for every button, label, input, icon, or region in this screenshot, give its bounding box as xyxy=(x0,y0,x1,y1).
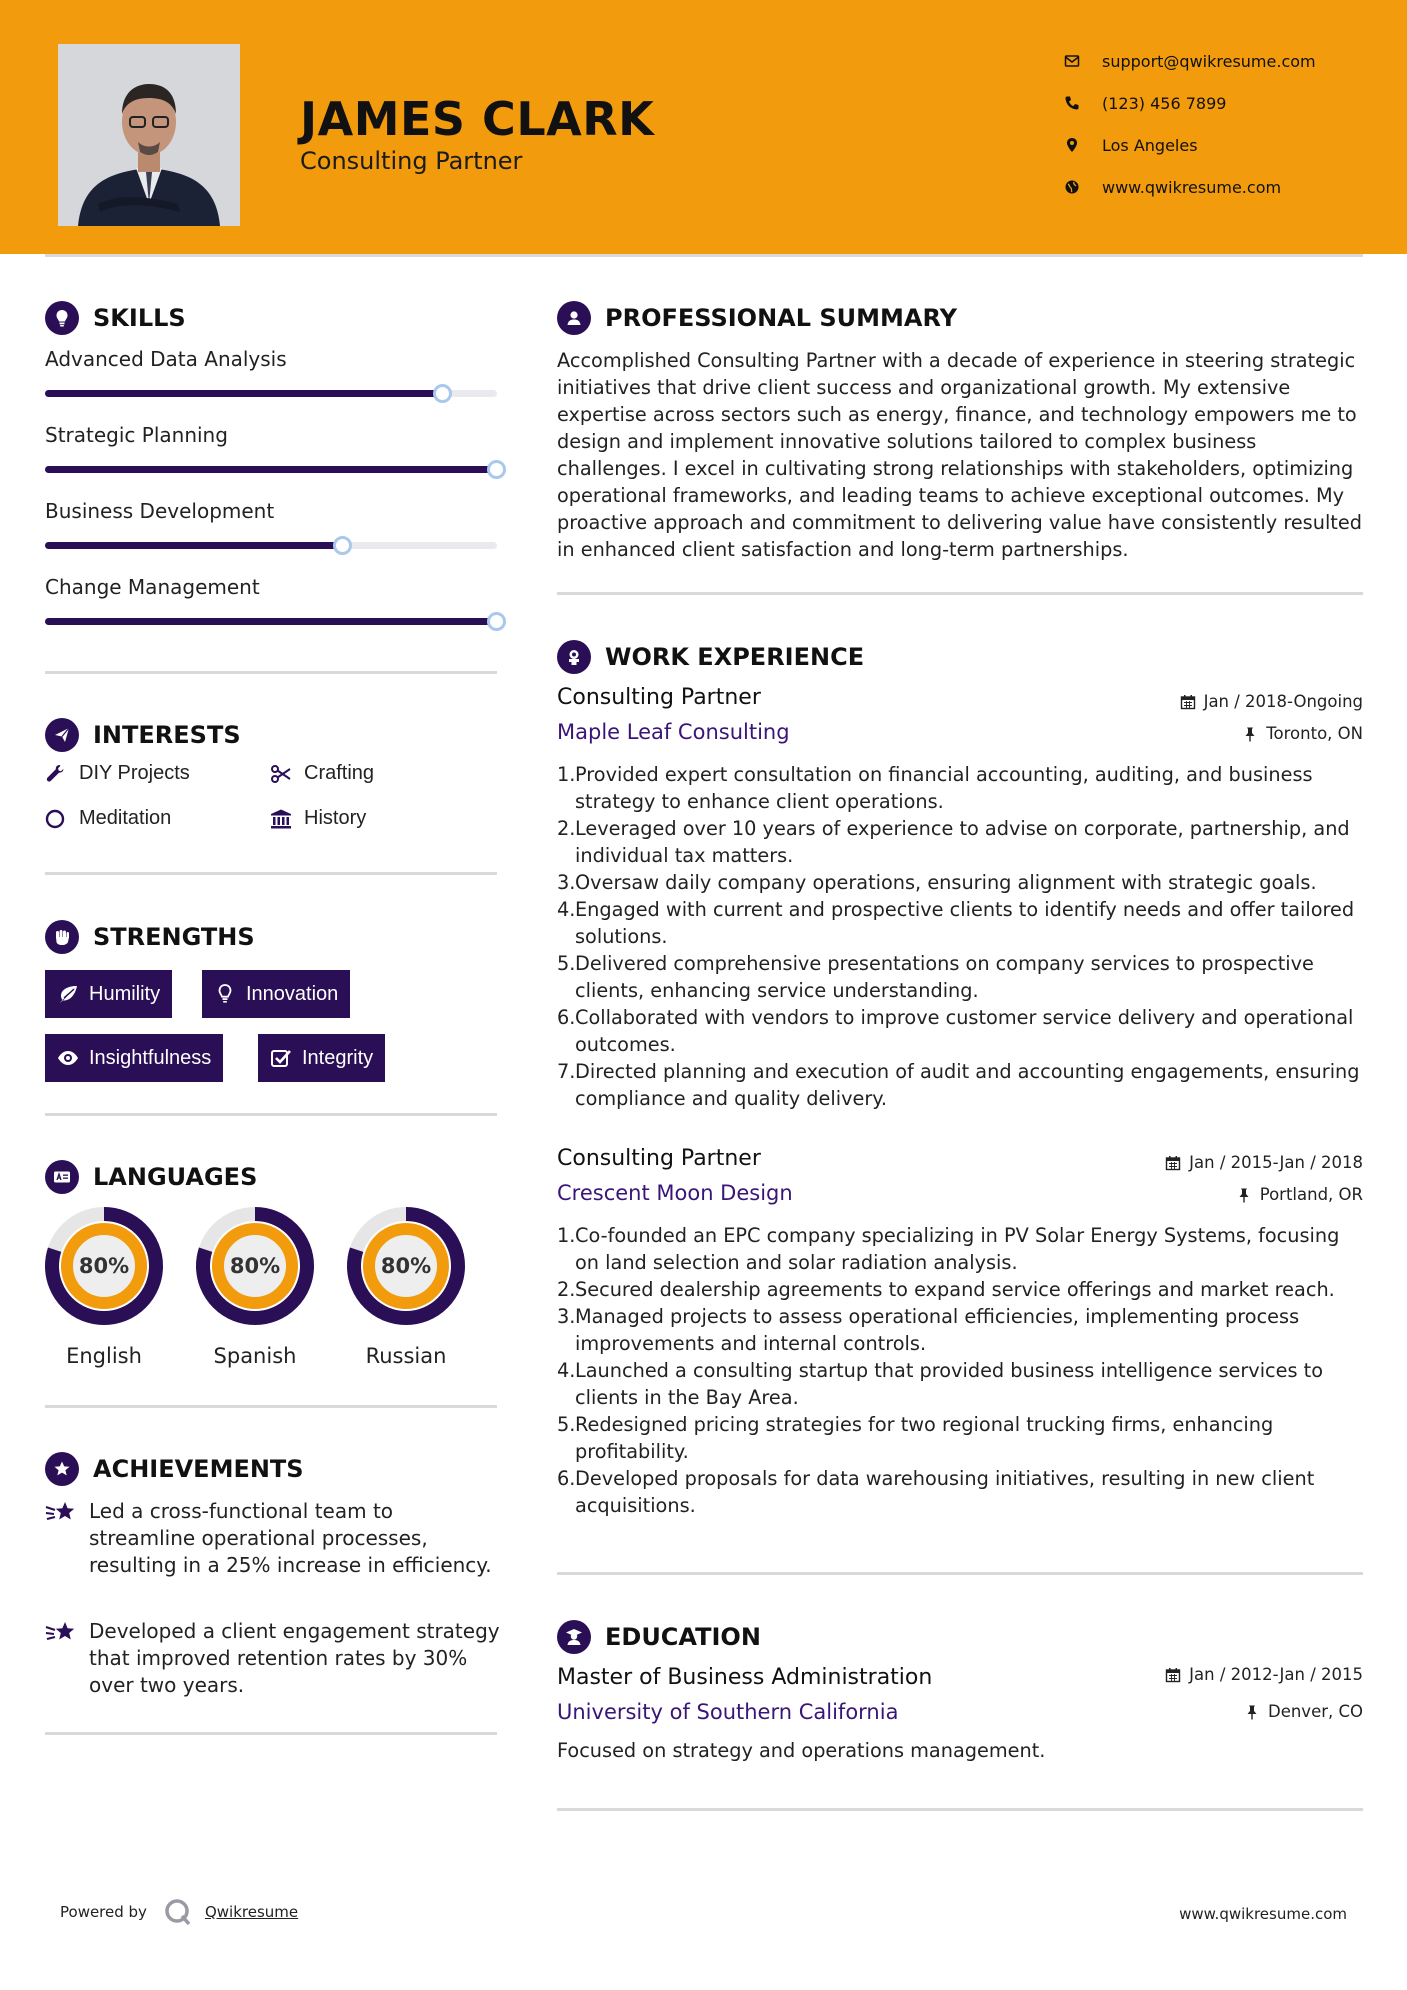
job-title: Consulting Partner xyxy=(557,1146,761,1171)
phone-icon xyxy=(1064,95,1102,111)
education-description: Focused on strategy and operations management. xyxy=(557,1739,1046,1762)
calendar-icon xyxy=(1165,1155,1181,1171)
candidate-name: JAMES CLARK xyxy=(300,92,655,146)
education-degree: Master of Business Administration xyxy=(557,1665,933,1690)
strengths-divider xyxy=(45,1113,497,1116)
paper-plane-icon xyxy=(45,718,79,752)
bullet-text: Directed planning and execution of audit and accounting engagements, ensuring compliance and quality delivery. xyxy=(575,1060,1360,1110)
interest-history xyxy=(270,807,366,830)
bullet-number: 6. xyxy=(557,1006,576,1029)
circle-icon xyxy=(45,808,79,830)
shooting-star-icon xyxy=(45,1498,89,1579)
skill-label: Business Development xyxy=(45,499,275,523)
strength-tag-integrity xyxy=(258,1034,385,1082)
job-bullet xyxy=(557,761,1367,815)
contact-phone-text: (123) 456 7899 xyxy=(1102,93,1227,113)
star-badge-icon xyxy=(45,1452,79,1486)
language-progress-ring xyxy=(42,1204,166,1328)
languages-title: LANGUAGES xyxy=(93,1163,258,1191)
skills-heading xyxy=(45,301,186,335)
interests-title: INTERESTS xyxy=(93,721,241,749)
briefcase-icon xyxy=(557,640,591,674)
strength-label: Integrity xyxy=(302,1046,374,1069)
footer-url[interactable]: www.qwikresume.com xyxy=(1179,1905,1347,1923)
job-bullet-list xyxy=(557,761,1367,1112)
contact-location-text: Los Angeles xyxy=(1102,135,1198,155)
leaf-icon xyxy=(57,983,79,1005)
job-bullet-list xyxy=(557,1222,1367,1519)
interest-label: Crafting xyxy=(304,762,375,784)
skill-slider-knob[interactable] xyxy=(333,536,352,555)
bullet-number: 6. xyxy=(557,1467,576,1490)
skill-bar-fill xyxy=(45,542,343,549)
language-name: English xyxy=(66,1344,142,1368)
candidate-title: Consulting Partner xyxy=(300,147,523,175)
education-dates-text: Jan / 2012-Jan / 2015 xyxy=(1189,1665,1363,1684)
achievement-text: Developed a client engagement strategy that improved retention rates by 30% over two years. xyxy=(89,1619,500,1697)
contact-website[interactable] xyxy=(1064,166,1316,208)
job-bullet xyxy=(557,950,1367,1004)
bullet-number: 3. xyxy=(557,871,576,894)
interest-meditation xyxy=(45,807,171,830)
location-pin-icon xyxy=(1064,137,1102,153)
contact-list xyxy=(1064,40,1316,208)
job-company: Crescent Moon Design xyxy=(557,1181,793,1205)
achievement-text: Led a cross-functional team to streamline operational processes, resulting in a 25% increase in efficiency. xyxy=(89,1499,492,1577)
language-percent: 80% xyxy=(380,1254,432,1278)
summary-text: Accomplished Consulting Partner with a decade of experience in steering strategic initiatives that drive client success and organizational growth. My extensive expertise across sectors such as energy, finance, and technology empowers me to design and implement innovative solutions tailored to complex business challenges. I excel in cultivating strong relationships with stakeholders, optimizing operational frameworks, and leading teams to achieve exceptional outcomes. My proactive approach and commitment to delivering value have consistently resulted in enhanced client satisfaction and long-term partnerships. xyxy=(557,349,1362,561)
skills-title: SKILLS xyxy=(93,304,186,332)
achievement-item xyxy=(45,1498,505,1579)
contact-location xyxy=(1064,124,1316,166)
education-location xyxy=(1244,1702,1363,1721)
contact-phone[interactable] xyxy=(1064,82,1316,124)
language-percent: 80% xyxy=(78,1254,130,1278)
strength-label: Insightfulness xyxy=(89,1046,212,1069)
skill-bar-track xyxy=(45,542,497,549)
interest-label: DIY Projects xyxy=(79,762,190,784)
strength-label: Innovation xyxy=(246,982,339,1005)
languages-heading xyxy=(45,1160,257,1194)
graduate-icon xyxy=(557,1620,591,1654)
bullet-text: Co-founded an EPC company specializing in PV Solar Energy Systems, focusing on land selection and solar radiation analysis. xyxy=(575,1224,1340,1274)
achievement-item xyxy=(45,1618,505,1699)
eye-icon xyxy=(57,1047,79,1069)
summary-divider xyxy=(557,592,1363,595)
scissors-icon xyxy=(270,763,304,785)
check-square-icon xyxy=(270,1047,292,1069)
strength-tag-innovation xyxy=(202,970,350,1018)
languages-divider xyxy=(45,1405,497,1408)
language-card-icon xyxy=(45,1160,79,1194)
job-bullet xyxy=(557,1357,1367,1411)
bullet-number: 4. xyxy=(557,1359,576,1382)
bullet-text: Engaged with current and prospective clients to identify needs and offer tailored solutions. xyxy=(575,898,1355,948)
skill-bar-track xyxy=(45,390,497,397)
experience-title: WORK EXPERIENCE xyxy=(605,643,865,671)
job-dates xyxy=(1165,1153,1363,1172)
language-item xyxy=(193,1204,317,1368)
skill-bar-track xyxy=(45,618,497,625)
bullet-number: 2. xyxy=(557,1278,576,1301)
pushpin-icon xyxy=(1244,1704,1260,1720)
pushpin-icon xyxy=(1236,1187,1252,1203)
job-bullet xyxy=(557,896,1367,950)
job-company: Maple Leaf Consulting xyxy=(557,720,790,744)
envelope-icon xyxy=(1064,53,1102,69)
user-icon xyxy=(557,301,591,335)
skill-bar-track xyxy=(45,466,497,473)
language-name: Spanish xyxy=(213,1344,297,1368)
bullet-text: Secured dealership agreements to expand service offerings and market reach. xyxy=(575,1278,1335,1301)
interest-crafting xyxy=(270,762,374,785)
skill-label: Strategic Planning xyxy=(45,423,228,447)
skill-slider-knob[interactable] xyxy=(487,612,506,631)
calendar-icon xyxy=(1165,1667,1181,1683)
achievements-title: ACHIEVEMENTS xyxy=(93,1455,304,1483)
job-dates-text: Jan / 2015-Jan / 2018 xyxy=(1189,1153,1363,1172)
education-divider xyxy=(557,1808,1363,1811)
strengths-title: STRENGTHS xyxy=(93,923,255,951)
job-bullet xyxy=(557,1004,1367,1058)
lightbulb-icon xyxy=(45,301,79,335)
interest-diy-projects xyxy=(45,762,190,785)
interest-label: History xyxy=(304,807,367,829)
bullet-text: Delivered comprehensive presentations on company services to prospective clients, enhancing service understanding. xyxy=(575,952,1314,1002)
skill-slider-knob[interactable] xyxy=(433,384,452,403)
powered-by-text: Powered by xyxy=(60,1903,147,1921)
language-progress-ring xyxy=(344,1204,468,1328)
job-bullet xyxy=(557,1222,1367,1276)
summary-title: PROFESSIONAL SUMMARY xyxy=(605,304,958,332)
bullet-number: 7. xyxy=(557,1060,576,1083)
bullet-text: Leveraged over 10 years of experience to advise on corporate, partnership, and individual tax matters. xyxy=(575,817,1350,867)
job-title: Consulting Partner xyxy=(557,685,761,710)
language-percent: 80% xyxy=(229,1254,281,1278)
job-bullet xyxy=(557,1058,1367,1112)
strength-tag-insightfulness xyxy=(45,1034,223,1082)
job-bullet xyxy=(557,815,1367,869)
job-location-text: Toronto, ON xyxy=(1266,724,1363,743)
job-bullet xyxy=(557,869,1367,896)
language-item xyxy=(344,1204,468,1368)
qwikresume-brand-link[interactable]: Qwikresume xyxy=(204,1903,299,1921)
bullet-text: Redesigned pricing strategies for two regional trucking firms, enhancing profitability. xyxy=(575,1413,1274,1463)
job-location-text: Portland, OR xyxy=(1259,1185,1363,1204)
skill-label: Advanced Data Analysis xyxy=(45,347,287,371)
job-location xyxy=(1242,724,1363,743)
profile-photo xyxy=(58,44,240,226)
education-heading xyxy=(557,1620,761,1654)
job-dates-text: Jan / 2018-Ongoing xyxy=(1203,692,1363,711)
job-bullet xyxy=(557,1411,1367,1465)
shooting-star-icon xyxy=(45,1618,89,1699)
interests-heading xyxy=(45,718,241,752)
globe-icon xyxy=(1064,179,1102,195)
strength-tag-humility xyxy=(45,970,172,1018)
strength-label: Humility xyxy=(89,982,161,1005)
wrench-icon xyxy=(45,763,79,785)
interests-divider xyxy=(45,872,497,875)
experience-heading xyxy=(557,640,864,674)
pushpin-icon xyxy=(1242,726,1258,742)
contact-website-text: www.qwikresume.com xyxy=(1102,177,1282,197)
achievements-divider xyxy=(45,1732,497,1735)
experience-divider xyxy=(557,1572,1363,1575)
calendar-icon xyxy=(1180,694,1196,710)
qwikresume-logo-icon xyxy=(163,1897,193,1927)
education-location-text: Denver, CO xyxy=(1267,1702,1363,1721)
job-dates xyxy=(1180,692,1363,711)
education-dates xyxy=(1165,1665,1363,1684)
museum-icon xyxy=(270,808,304,830)
footer-powered-by xyxy=(60,1897,298,1927)
job-bullet xyxy=(557,1465,1367,1519)
skill-bar-fill xyxy=(45,390,443,397)
bullet-text: Provided expert consultation on financial accounting, auditing, and business strategy to enhance client operations. xyxy=(575,763,1313,813)
job-bullet xyxy=(557,1303,1367,1357)
bullet-number: 5. xyxy=(557,1413,576,1436)
bullet-number: 4. xyxy=(557,898,576,921)
resume-header xyxy=(0,0,1407,254)
language-progress-ring xyxy=(193,1204,317,1328)
education-title: EDUCATION xyxy=(605,1623,761,1651)
bullet-number: 1. xyxy=(557,1224,576,1247)
header-divider xyxy=(45,254,1363,257)
summary-heading xyxy=(557,301,957,335)
bullet-number: 2. xyxy=(557,817,576,840)
skill-bar-fill xyxy=(45,618,497,625)
contact-email-text: support@qwikresume.com xyxy=(1102,51,1316,71)
skill-slider-knob[interactable] xyxy=(487,460,506,479)
skills-divider xyxy=(45,671,497,674)
job-location xyxy=(1236,1185,1363,1204)
bullet-text: Managed projects to assess operational efficiencies, implementing process improvements and internal controls. xyxy=(575,1305,1300,1355)
strengths-heading xyxy=(45,920,255,954)
bullet-text: Oversaw daily company operations, ensuring alignment with strategic goals. xyxy=(575,871,1317,894)
skill-label: Change Management xyxy=(45,575,260,599)
bullet-text: Collaborated with vendors to improve customer service delivery and operational outcomes. xyxy=(575,1006,1354,1056)
fist-icon xyxy=(45,920,79,954)
education-school: University of Southern California xyxy=(557,1700,899,1724)
job-bullet xyxy=(557,1276,1367,1303)
achievements-heading xyxy=(45,1452,304,1486)
interest-label: Meditation xyxy=(79,807,172,829)
language-item xyxy=(42,1204,166,1368)
skill-bar-fill xyxy=(45,466,497,473)
bullet-number: 5. xyxy=(557,952,576,975)
lightbulb-icon xyxy=(214,983,236,1005)
bullet-text: Developed proposals for data warehousing initiatives, resulting in new client acquisitions. xyxy=(575,1467,1315,1517)
bullet-number: 3. xyxy=(557,1305,576,1328)
bullet-number: 1. xyxy=(557,763,576,786)
bullet-text: Launched a consulting startup that provided business intelligence services to clients in the Bay Area. xyxy=(575,1359,1324,1409)
language-name: Russian xyxy=(365,1344,447,1368)
contact-email[interactable] xyxy=(1064,40,1316,82)
